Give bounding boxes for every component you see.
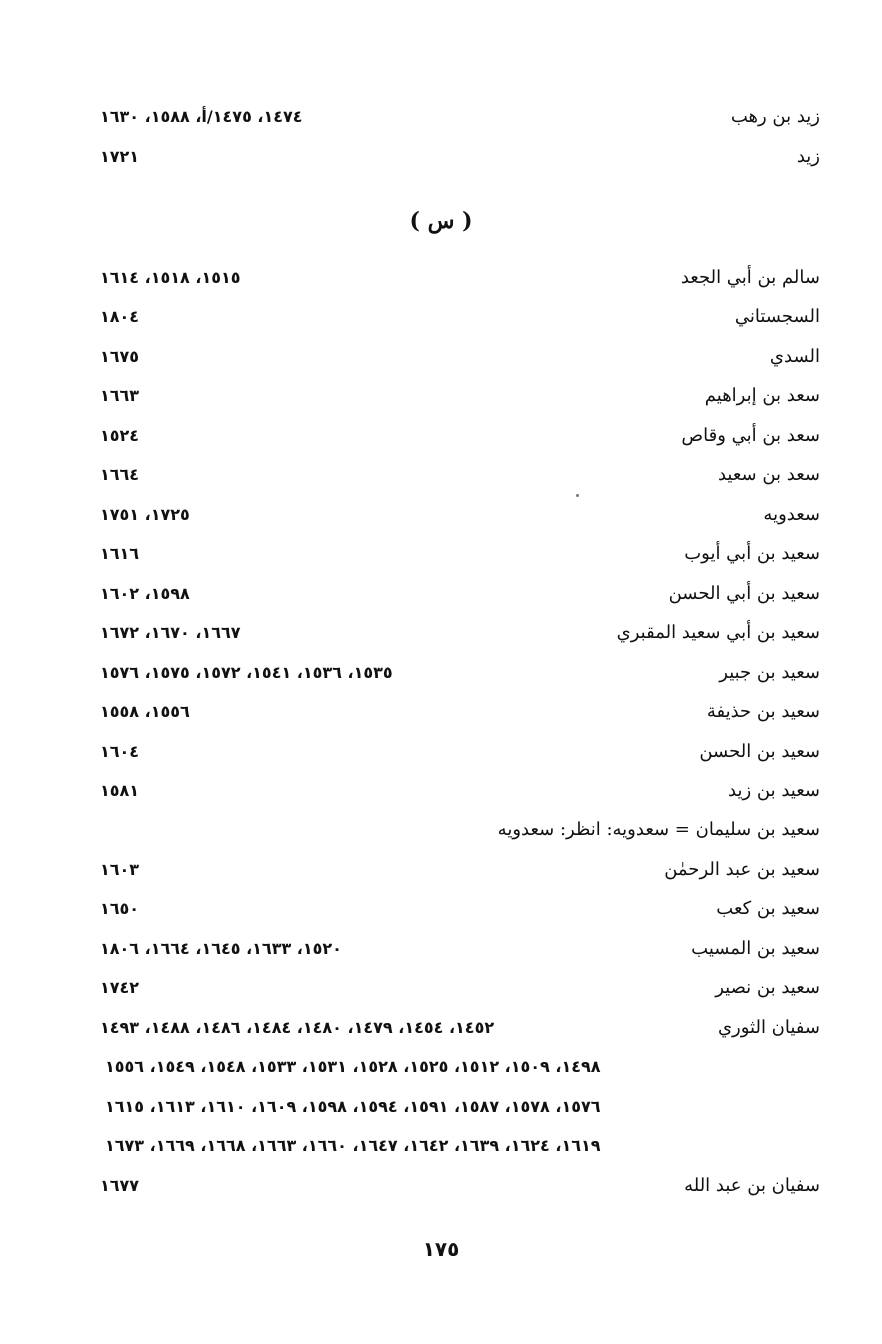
entry-pages: ١٨٠٤ [100, 307, 140, 326]
entry-pages: ١٧٢١ [100, 147, 140, 166]
entry-name: السدي [769, 346, 820, 367]
entry-name: سعيد بن حذيفة [706, 701, 820, 722]
index-entry [0, 735, 882, 769]
entry-pages: ١٥٧٦، ١٥٧٨، ١٥٨٧، ١٥٩١، ١٥٩٤، ١٥٩٨، ١٦٠٩، ١٦١٠، ١٦١٣، ١٦١٥ [105, 1097, 601, 1116]
entry-name: سعيد بن جبير [719, 662, 820, 683]
index-entry [0, 340, 882, 374]
entry-pages: ١٦١٦ [100, 544, 140, 563]
entry-name: سعيد بن الحسن [699, 741, 820, 762]
entry-name: سالم بن أبي الجعد [680, 267, 820, 288]
entry-name: السجستاني [734, 306, 820, 327]
entry-name: سعيد بن أبي الحسن [668, 583, 820, 604]
index-entry [0, 656, 882, 690]
entry-name: سعد بن سعيد [717, 464, 820, 485]
entry-name: سعيد بن نصير [715, 977, 820, 998]
index-entry [0, 498, 882, 532]
entry-name: سعيد بن أبي سعيد المقبري [616, 622, 820, 643]
index-entry [0, 261, 882, 295]
index-entry [0, 577, 882, 611]
entry-pages: ١٧٤٢ [100, 978, 140, 997]
index-entry [0, 695, 882, 729]
entry-name: سعيد بن عبد الرحمٰن [664, 859, 820, 880]
entry-pages: ١٤٧٤، ١٤٧٥/أ، ١٥٨٨، ١٦٣٠ [100, 107, 303, 126]
entry-pages: ١٧٢٥، ١٧٥١ [100, 505, 190, 524]
section-heading: ( س ) [409, 208, 473, 234]
index-entry [0, 892, 882, 926]
entry-pages: ١٦٦٣ [100, 386, 140, 405]
entry-pages: ١٦٠٤ [100, 742, 140, 761]
index-entry [0, 458, 882, 492]
entry-pages: ١٦٧٧ [100, 1176, 140, 1195]
index-entry [0, 419, 882, 453]
entry-name: سعيد بن كعب [716, 898, 820, 919]
index-entry [0, 379, 882, 413]
entry-pages: ١٥٢٤ [100, 426, 140, 445]
entry-name: سعد بن أبي وقاص [681, 425, 820, 446]
entry-pages: ١٤٩٨، ١٥٠٩، ١٥١٢، ١٥٢٥، ١٥٢٨، ١٥٣١، ١٥٣٣، ١٥٤٨، ١٥٤٩، ١٥٥٦ [105, 1057, 601, 1076]
index-entry [0, 616, 882, 650]
index-entry [0, 971, 882, 1005]
entry-pages: ١٥١٥، ١٥١٨، ١٦١٤ [100, 268, 241, 287]
entry-pages: ١٥٥٦، ١٥٥٨ [100, 702, 190, 721]
index-entry [0, 853, 882, 887]
entry-pages: ١٥٨١ [100, 781, 140, 800]
entry-pages: ١٦٧٥ [100, 347, 140, 366]
index-entry-crossref [0, 813, 882, 847]
index-entry [0, 774, 882, 808]
entry-pages-continuation [0, 1090, 882, 1124]
entry-name: سعيد بن سليمان = سعدويه: انظر: سعدويه [497, 819, 820, 840]
entry-name: زيد [796, 146, 820, 167]
entry-pages: ١٦٦٤ [100, 465, 140, 484]
entry-name: زيد بن رهب [730, 106, 820, 127]
entry-pages: ١٦٦٧، ١٦٧٠، ١٦٧٢ [100, 623, 241, 642]
entry-name: سعيد بن زيد [728, 780, 820, 801]
index-entry [0, 140, 882, 174]
entry-name: سفيان الثوري [717, 1017, 820, 1038]
entry-pages: ١٥٢٠، ١٦٣٣، ١٦٤٥، ١٦٦٤، ١٨٠٦ [100, 939, 342, 958]
entry-name: سفيان بن عبد الله [684, 1175, 820, 1196]
entry-pages-continuation [0, 1129, 882, 1163]
entry-pages-continuation [0, 1050, 882, 1084]
index-entry [0, 100, 882, 134]
entry-pages: ١٦٥٠ [100, 899, 140, 918]
index-entry [0, 1011, 882, 1045]
entry-pages: ١٥٣٥، ١٥٣٦، ١٥٤١، ١٥٧٢، ١٥٧٥، ١٥٧٦ [100, 663, 393, 682]
index-entry [0, 932, 882, 966]
entry-pages: ١٤٥٢، ١٤٥٤، ١٤٧٩، ١٤٨٠، ١٤٨٤، ١٤٨٦، ١٤٨٨، ١٤٩٣ [100, 1018, 495, 1037]
index-entry [0, 300, 882, 334]
entry-name: سعيد بن المسيب [691, 938, 820, 959]
entry-pages: ١٥٩٨، ١٦٠٢ [100, 584, 190, 603]
entry-name: سعد بن إبراهيم [704, 385, 820, 406]
entry-name: سعيد بن أبي أيوب [684, 543, 820, 564]
speck-mark [576, 494, 579, 497]
index-entry [0, 1169, 882, 1203]
entry-pages: ١٦١٩، ١٦٢٤، ١٦٣٩، ١٦٤٢، ١٦٤٧، ١٦٦٠، ١٦٦٣، ١٦٦٨، ١٦٦٩، ١٦٧٣ [105, 1136, 601, 1155]
index-entry [0, 537, 882, 571]
page-number: ١٧٥ [422, 1237, 460, 1261]
entry-name: سعدويه [763, 504, 820, 525]
entry-pages: ١٦٠٣ [100, 860, 140, 879]
